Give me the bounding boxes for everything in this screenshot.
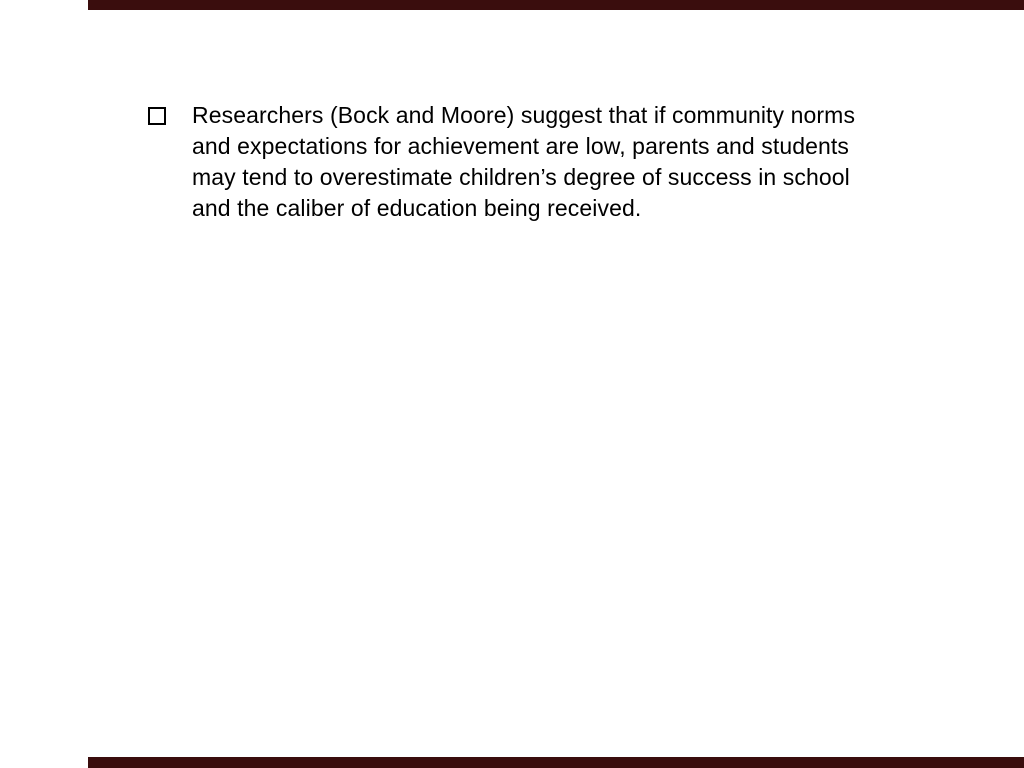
bottom-accent-bar	[88, 757, 1024, 768]
top-accent-bar	[88, 0, 1024, 10]
square-bullet-icon	[148, 107, 166, 125]
bullet-text: Researchers (Bock and Moore) suggest that if community norms and expectations for achievement are low, parents and students may tend to overestimate children’s degree of success in school and the caliber of education being received.	[192, 102, 856, 221]
bullet-item	[148, 100, 872, 224]
